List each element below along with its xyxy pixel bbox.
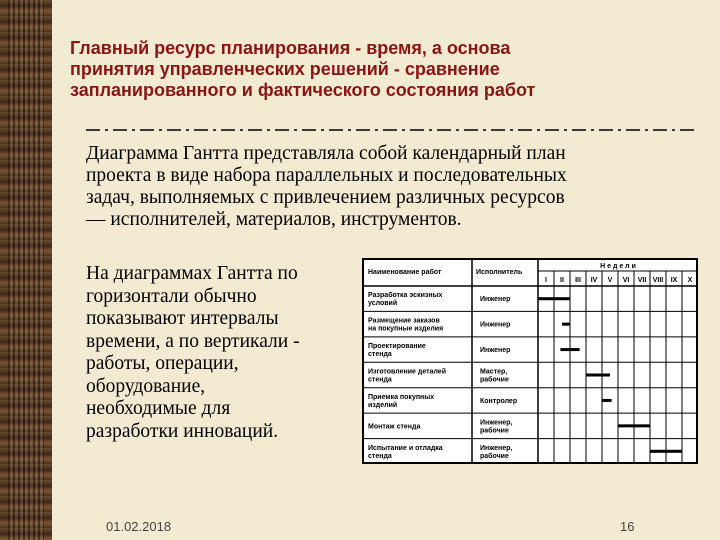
gantt-bar <box>538 297 570 300</box>
row-executor-label: Инженер, <box>480 444 513 452</box>
row-executor-label: Инженер, <box>480 419 513 427</box>
row-work-label: Проектирование <box>368 343 426 351</box>
paragraph-line: необходимые для <box>86 398 231 419</box>
title-line: принятия управленческих решений - сравнение <box>70 59 500 79</box>
header-work-label: Наименование работ <box>368 269 442 276</box>
week-label: VI <box>622 277 630 284</box>
row-work-label: Изготовление деталей <box>368 368 446 376</box>
paragraph-line: задач, выполняемых с привлечением различных ресурсов <box>86 187 565 208</box>
row-executor-label: рабочие <box>480 376 509 384</box>
week-label: II <box>560 277 564 284</box>
slide-date: 01.02.2018 <box>106 519 172 534</box>
row-executor-label: Мастер, <box>480 368 508 376</box>
paragraph-line: На диаграммах Гантта по <box>86 263 298 284</box>
gantt-bar <box>618 424 650 427</box>
paragraph-line: проекта в виде набора параллельных и последовательных <box>86 165 567 186</box>
row-work-label: стенда <box>368 376 392 384</box>
row-executor-label: Инженер <box>480 321 511 329</box>
row-work-label: Монтаж стенда <box>368 423 421 431</box>
week-label: VII <box>637 277 647 284</box>
gantt-bar <box>562 323 570 326</box>
row-executor-label: Контролер <box>480 397 518 405</box>
week-label: III <box>575 277 581 284</box>
row-work-label: Размещение заказов <box>368 317 440 325</box>
row-work-label: изделий <box>368 401 398 409</box>
title-line: запланированного и фактического состояния работ <box>70 80 536 100</box>
slide-page-number: 16 <box>620 519 635 534</box>
row-work-label: Испытание и отладка <box>368 444 443 452</box>
paragraph-line: времени, а по вертикали - <box>86 330 300 352</box>
row-executor-label: рабочие <box>480 427 509 435</box>
gantt-bar <box>586 374 610 377</box>
paragraph-line: Диаграмма Гантта представляла собой календарный план <box>86 143 566 164</box>
row-executor-label: рабочие <box>480 452 509 460</box>
title-line: Главный ресурс планирования - время, а основа <box>70 38 511 58</box>
paragraph-line: оборудование, <box>86 375 206 397</box>
week-label: X <box>687 277 693 284</box>
gantt-bar <box>560 348 579 351</box>
week-label: VIII <box>652 277 664 284</box>
row-work-label: стенда <box>368 452 392 460</box>
header-executor-label: Исполнитель <box>476 269 523 276</box>
binder-rings-decoration <box>0 0 52 540</box>
row-work-label: Приемка покупных <box>368 393 435 401</box>
row-executor-label: Инженер <box>480 347 511 355</box>
gantt-chart-table <box>362 258 698 464</box>
dash-dot-divider <box>86 127 698 133</box>
week-label: V <box>607 277 613 284</box>
gantt-bar <box>602 399 612 402</box>
paragraph-line: разработки инноваций. <box>86 420 279 442</box>
gantt-definition-paragraph <box>86 143 698 231</box>
row-work-label: стенда <box>368 351 392 359</box>
gantt-axes-paragraph <box>86 263 356 443</box>
row-executor-label: Инженер <box>480 296 511 304</box>
gantt-chart-svg <box>362 258 698 464</box>
paragraph-line: горизонтали обычно <box>86 285 257 307</box>
week-label: IX <box>670 277 678 284</box>
paragraph-line: показывают интервалы <box>86 308 279 329</box>
row-work-label: на покупные изделия <box>368 325 444 333</box>
table-border <box>363 259 697 463</box>
week-label: I <box>545 277 547 284</box>
row-work-label: условий <box>368 300 398 308</box>
row-work-label: Разработка эскизных <box>368 292 443 300</box>
paragraph-line: работы, операции, <box>86 353 239 374</box>
header-weeks-label: Н е д е л и <box>600 263 636 270</box>
slide-title <box>70 38 690 101</box>
week-label: IV <box>590 277 598 284</box>
paragraph-line: — исполнителей, материалов, инструментов. <box>86 209 462 230</box>
gantt-bar <box>650 450 682 453</box>
